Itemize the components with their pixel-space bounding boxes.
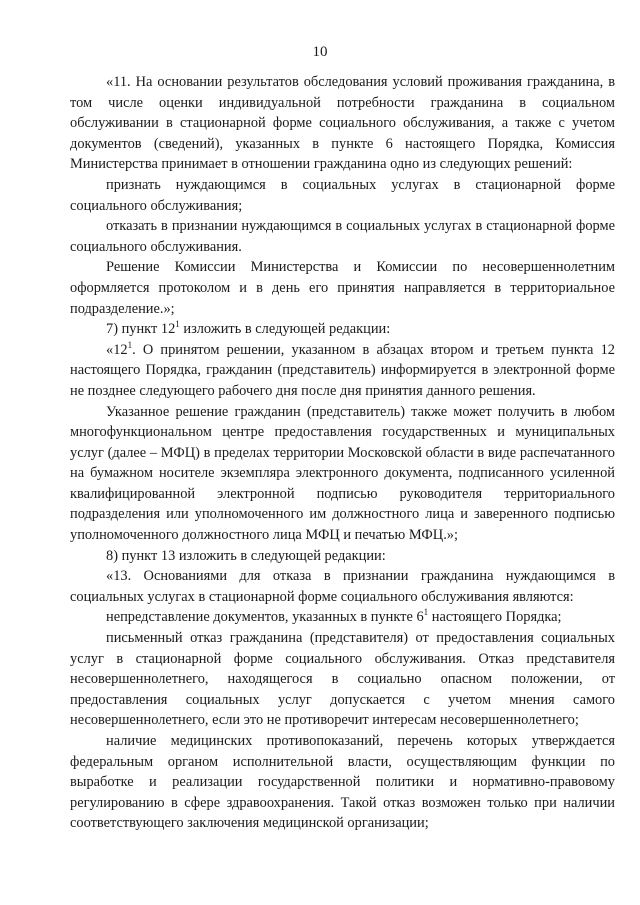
document-body bbox=[70, 72, 615, 834]
paragraph bbox=[70, 628, 615, 731]
text-run: письменный отказ гражданина (представителя) от предоставления социальных услуг в стационарной форме социального обслуживания. Отказ представителя несовершеннолетнего, находящегося в социально опасном положении, от предоставления социальных услуг допускается с учетом мнения самого несовершеннолетнего, если это не противоречит интересам несовершеннолетнего; bbox=[70, 630, 615, 729]
paragraph bbox=[70, 216, 615, 257]
text-run: изложить в следующей редакции: bbox=[179, 321, 391, 338]
paragraph bbox=[70, 402, 615, 546]
text-run: 7) пункт 12 bbox=[106, 321, 176, 338]
superscript: 1 bbox=[127, 339, 133, 350]
paragraph bbox=[70, 340, 615, 402]
paragraph bbox=[70, 72, 615, 175]
page-number: 10 bbox=[312, 44, 328, 60]
paragraph bbox=[70, 257, 615, 319]
text-run: Решение Комиссии Министерства и Комиссии по несовершеннолетним оформляется протоколом и в день его принятия направляется в территориальное подразделение.»; bbox=[70, 259, 615, 317]
text-run: «13. Основаниями для отказа в признании гражданина нуждающимся в социальных услугах в стационарной форме социального обслуживания являются: bbox=[70, 568, 615, 605]
text-run: настоящего Порядка; bbox=[428, 609, 562, 626]
paragraph bbox=[70, 607, 615, 628]
paragraph bbox=[70, 175, 615, 216]
text-run: «12 bbox=[106, 341, 128, 358]
text-run: . О принятом решении, указанном в абзацах втором и третьем пункта 12 настоящего Порядка, гражданин (представитель) информируется в электронной форме не позднее следующего рабочего дня после дня принятия данного решения. bbox=[70, 341, 615, 399]
text-run: отказать в признании нуждающимся в социальных услугах в стационарной форме социального обслуживания. bbox=[70, 218, 615, 255]
text-run: «11. На основании результатов обследования условий проживания гражданина, в том числе оценки индивидуальной потребности гражданина в социальном обслуживании в стационарной форме социального обслуживания, а также с учетом документов (сведений), указанных в пункте 6 настоящего Порядка, Комиссия Министерства принимает в отношении гражданина одно из следующих решений: bbox=[70, 74, 615, 173]
paragraph bbox=[70, 566, 615, 607]
superscript: 1 bbox=[175, 319, 180, 330]
superscript: 1 bbox=[423, 607, 429, 618]
paragraph bbox=[70, 319, 615, 340]
paragraph bbox=[70, 546, 615, 567]
text-run: наличие медицинских противопоказаний, перечень которых утверждается федеральным органом исполнительной власти, осуществляющим функции по выработке и реализации государственной политики и нормативно-правовому регулированию в сфере здравоохранения. Такой отказ возможен только при наличии соответствующего заключения медицинской организации; bbox=[70, 733, 615, 832]
text-run: признать нуждающимся в социальных услугах в стационарной форме социального обслуживания; bbox=[70, 176, 615, 214]
text-run: Указанное решение гражданин (представитель) также может получить в любом многофункциональном центре предоставления государственных и муниципальных услуг (далее – МФЦ) в пределах территории Московской области в виде распечатанного на бумажном носителе экземпляра электронного документа, подписанного усиленной квалифицированной электронной подписью руководителя территориального подразделения или уполномоченного им должностного лица и заверенного подписью уполномоченного должностного лица МФЦ и печатью МФЦ.»; bbox=[70, 403, 615, 544]
text-run: 8) пункт 13 изложить в следующей редакции: bbox=[106, 547, 386, 564]
text-run: непредставление документов, указанных в пункте 6 bbox=[106, 609, 424, 626]
paragraph bbox=[70, 731, 615, 834]
